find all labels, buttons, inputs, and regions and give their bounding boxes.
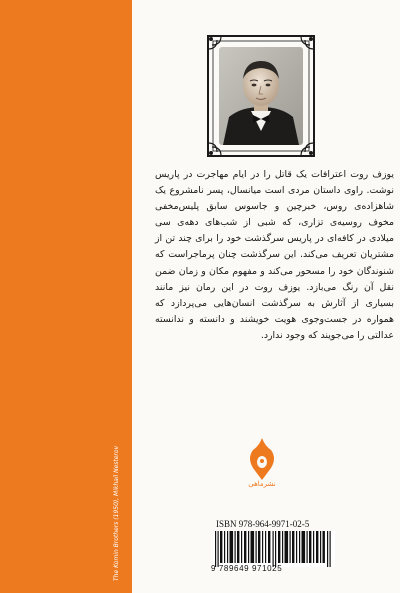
cover-art-credit: The Komin Brothers (1950), Mikhail Nesterov — [113, 445, 120, 581]
isbn-label: ISBN 978-964-9971-02-5 — [216, 519, 310, 529]
blurb-text: یوزف روت اعترافات یک قاتل را در ایام مهاجرت در پاریس نوشت. راوی داستان مردی است میانسال، پسر نامشروع یک شاهزاده‌ی روس، خبرچین و جاسوس سابق پلیس‌مخفی مخوف روسیه‌ی تزاری، که شبی از شب‌های دهه‌ی سی میلادی در کافه‌ای در پاریس سرگذشت خود را برای چند تن از مشتریان تعریف می‌کند. این سرگذشت چنان پرماجراست که شنوندگان خود را مسحور می‌کند و مفهوم مکان و زمان ضمن نقل آن رنگ می‌بازد. یوزف روت در این رمان نیز مانند بسیاری از آثارش به سرگذشت انسان‌هایی می‌پردازد که همواره در جست‌وجوی هویت خویشند و دانسته و ندانسته عدالتی را می‌جویند که وجود ندارد. — [155, 169, 394, 341]
back-cover-blurb — [155, 167, 394, 344]
author-portrait — [219, 47, 303, 145]
publisher-name: نشرماهی — [248, 480, 276, 488]
barcode-number: 9 789649 971025 — [211, 564, 283, 573]
isbn-barcode — [213, 531, 335, 567]
